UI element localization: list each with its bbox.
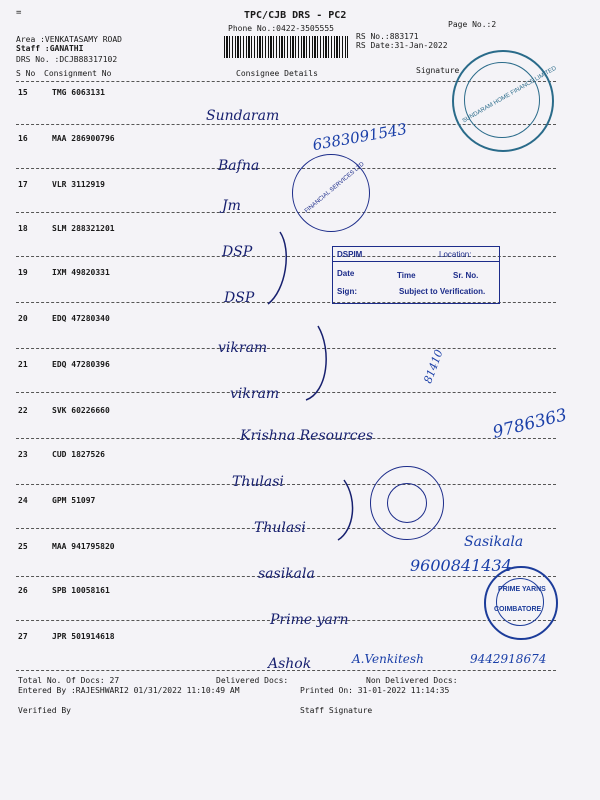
signature-row-24: Thulasi	[254, 520, 306, 536]
row-sno: 16	[18, 134, 28, 143]
drs-number: DRS No. :DCJB88317102	[16, 55, 118, 64]
handwritten-phone: 9442918674	[470, 652, 547, 666]
row-consignment: GPM 51097	[52, 496, 96, 505]
row-consignment: EDQ 47280340	[52, 314, 110, 323]
row-consignment: EDQ 47280396	[52, 360, 110, 369]
rs-date: RS Date:31-Jan-2022	[356, 41, 448, 50]
row-sno: 17	[18, 180, 28, 189]
handwritten-phone: 9786363	[490, 405, 570, 443]
row-consignment: IXM 49820331	[52, 268, 110, 277]
handwritten-phone: 9600841434	[410, 556, 512, 575]
signature-row-21: vikram	[230, 386, 280, 402]
stamp-text: FINANCIAL SERVICES LTD	[303, 161, 366, 215]
row-sno: 15	[18, 88, 28, 97]
entered-by: Entered By :RAJESHWARI2 01/31/2022 11:10:49 AM	[18, 686, 240, 695]
row-consignment: SVK 60226660	[52, 406, 110, 415]
stamp-location: Location:	[439, 250, 472, 259]
row-consignment: MAA 941795820	[52, 542, 115, 551]
stamp-srno-label: Sr. No.	[453, 271, 479, 280]
handwritten-phone: 6383091543	[311, 119, 409, 155]
row-consignment: JPR 501914618	[52, 632, 115, 641]
signature-row-15: Sundaram	[206, 108, 280, 124]
row-sno: 23	[18, 450, 28, 459]
sundaram-stamp	[452, 50, 558, 152]
signature-row-23: Thulasi	[232, 474, 284, 490]
stamp-text: COIMBATORE	[494, 606, 542, 613]
delivered-docs: Delivered Docs:	[216, 676, 289, 685]
signature-row-22: Krishna Resources	[240, 428, 374, 444]
row-consignment: CUD 1827526	[52, 450, 105, 459]
stamp-verification: Subject to Verification.	[399, 287, 486, 296]
col-consignment: Consignment No	[44, 69, 112, 78]
stamp-date-label: Date	[337, 269, 355, 278]
phone-number: Phone No.:0422-3505555	[228, 24, 334, 33]
staff-label: Staff :GANATHI	[16, 44, 84, 53]
signature-row-17: Jm	[222, 198, 241, 214]
col-signature: Signature	[416, 66, 460, 75]
printed-on: Printed On: 31-01-2022 11:14:35	[300, 686, 450, 695]
round-stamp	[370, 466, 444, 540]
rs-number: RS No.:883171	[356, 32, 419, 41]
prime-yarns-stamp	[484, 566, 558, 640]
stamp-title: DSPIM	[337, 250, 363, 259]
row-sno: 27	[18, 632, 28, 641]
col-sno: S No	[16, 69, 36, 78]
row-consignment: MAA 286900796	[52, 134, 115, 143]
area-label: Area :VENKATASAMY ROAD	[16, 35, 122, 44]
signature-row-27: Ashok	[268, 656, 312, 672]
row-sno: 24	[18, 496, 28, 505]
page-number: Page No.:2	[448, 20, 497, 29]
non-delivered-docs: Non Delivered Docs:	[366, 676, 458, 685]
row-sno: 19	[18, 268, 28, 277]
row-sno: 22	[18, 406, 28, 415]
stamp-sign-label: Sign:	[337, 287, 357, 296]
verified-by: Verified By	[18, 706, 71, 715]
stamp-text: SUNDARAM HOME FINANCE LIMITED	[461, 65, 558, 125]
stamp-time-label: Time	[397, 271, 416, 280]
row-sno: 18	[18, 224, 28, 233]
signature-row-19: DSP	[224, 290, 255, 306]
handwritten-note: Sasikala	[464, 534, 524, 550]
financial-services-stamp	[292, 154, 370, 232]
corner-mark: =	[16, 8, 22, 18]
signature-row-26: Prime yarn	[270, 612, 349, 628]
row-sno: 25	[18, 542, 28, 551]
document-title: TPC/CJB DRS - PC2	[244, 10, 347, 21]
row-consignment: VLR 3112919	[52, 180, 105, 189]
row-consignment: SPB 10058161	[52, 586, 110, 595]
row-sno: 21	[18, 360, 28, 369]
signature-row-18: DSP	[222, 244, 253, 260]
row-consignment: TMG 6063131	[52, 88, 105, 97]
staff-signature: Staff Signature	[300, 706, 373, 715]
handwritten-note: 81410	[421, 347, 446, 386]
dspim-stamp	[332, 246, 500, 304]
signature-row-25: sasikala	[258, 566, 315, 582]
signature-row-20: vikram	[218, 340, 268, 356]
col-consignee-details: Consignee Details	[236, 69, 318, 78]
handwritten-note: A.Venkitesh	[352, 652, 424, 666]
total-docs: Total No. Of Docs: 27	[18, 676, 120, 685]
stamp-text: PRIME YARNS	[498, 586, 546, 593]
signature-row-16: Bafna	[218, 158, 260, 174]
row-sno: 20	[18, 314, 28, 323]
row-sno: 26	[18, 586, 28, 595]
row-consignment: SLM 288321201	[52, 224, 115, 233]
